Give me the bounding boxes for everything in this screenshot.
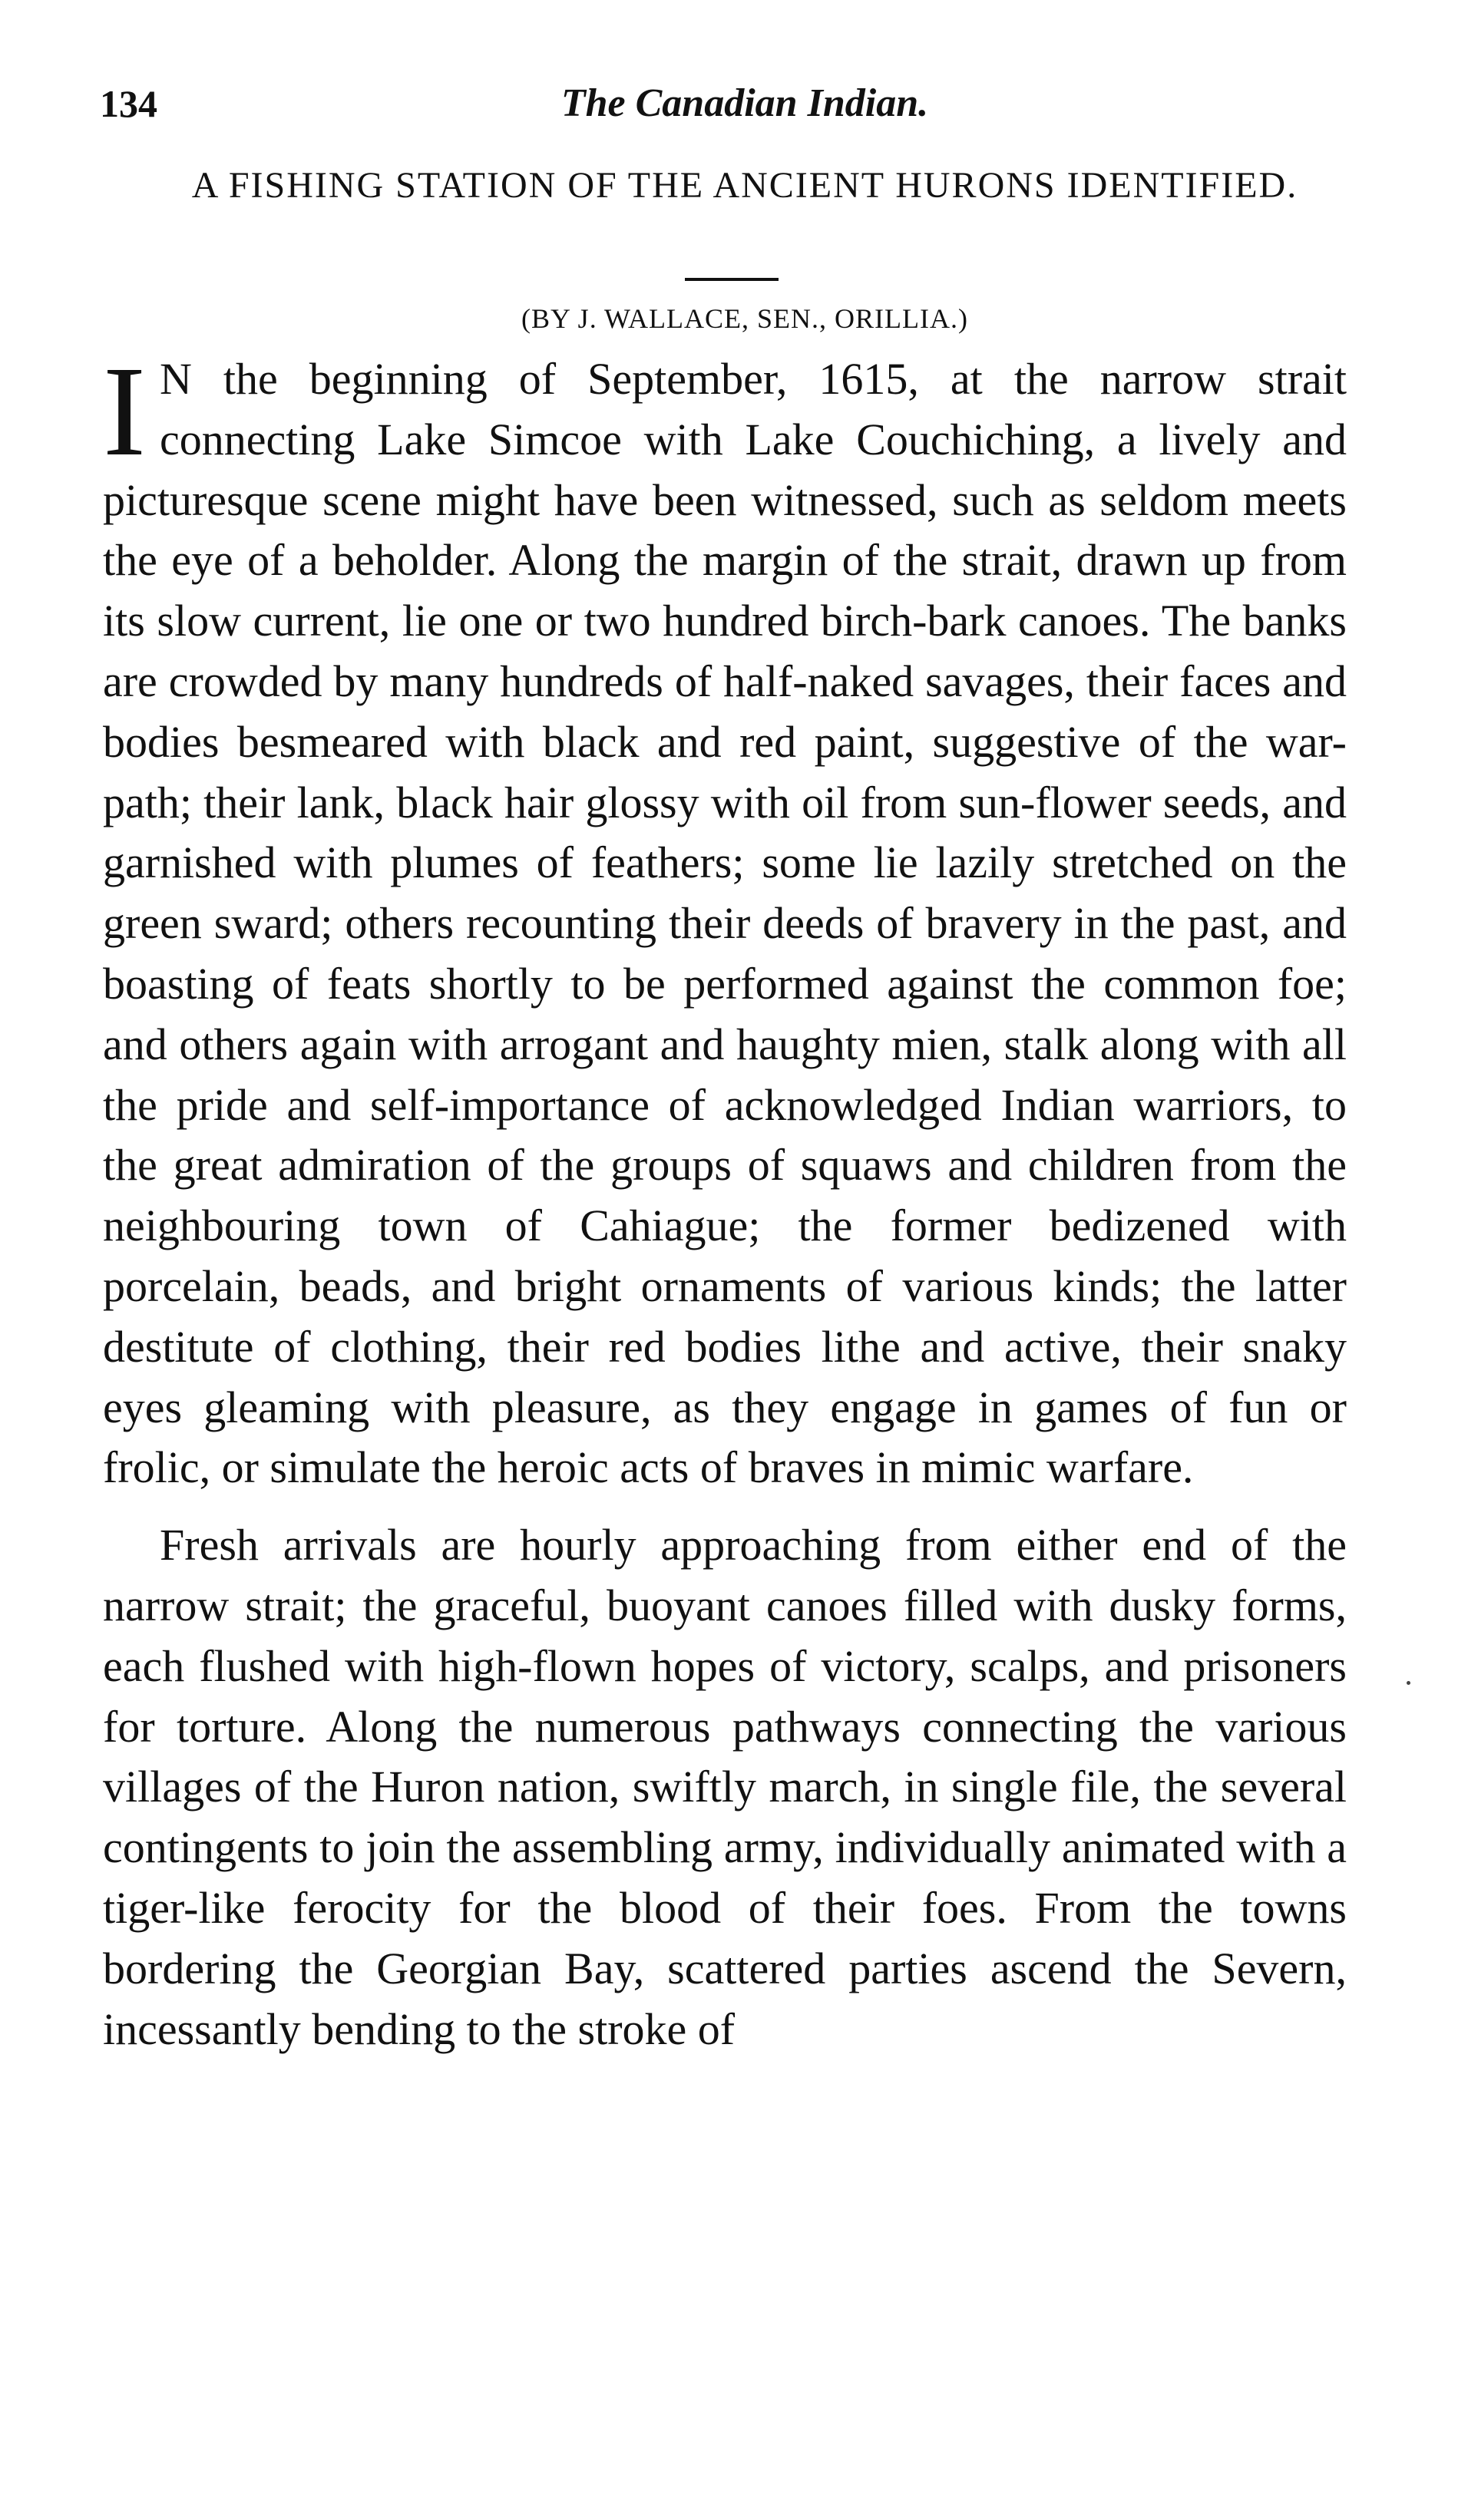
running-head [100,73,1359,134]
paragraph-1 [103,340,1347,1498]
article-title: A FISHING STATION OF THE ANCIENT HURONS IDENTIFIED. [191,165,1298,206]
paragraph-1-text: N the beginning of September, 1615, at the narrow strait connecting Lake Simcoe with Lake Couchiching, a lively and picturesque scene might have been witnessed, such as seldom meets the eye of a beholder. Along the margin of the strait, drawn up from its slow current, lie one or two hundred birch-bark canoes. The banks are crowded by many hundreds of half-naked savages, their faces and bodies besmeared with black and red paint, suggestive of the war-path; their lank, black hair glossy with oil from sun-flower seeds, and garnished with plumes of feathers; some lie lazily stretched on the green sward; others recounting their deeds of bravery in the past, and boasting of feats shortly to be performed against the common foe; and others again with arrogant and haughty mien, stalk along with all the pride and self-importance of acknowledged Indian warriors, to the great admiration of the groups of squaws and children from the neighbouring town of Cahiague; the former bedizened with porcelain, beads, and bright ornaments of various kinds; the latter destitute of clothing, their red bodies lithe and active, their snaky eyes gleaming with pleasure, as they engage in games of fun or frolic, or simulate the heroic acts of braves in mimic warfare. [103,354,1347,1493]
paper-speck [1407,1681,1410,1685]
title-divider [685,278,779,281]
drop-cap: I [103,340,146,483]
page-number: 134 [100,82,157,125]
paragraph-2: Fresh arrivals are hourly approaching from either end of the narrow strait; the graceful, buoyant canoes filled with dusky forms, each flushed with high-flown hopes of victory, scalps, and prisoners for torture. Along the numerous pathways connecting the various villages of the Huron nation, swiftly march, in single file, the several contingents to join the assembling army, individually animated with a tiger-like ferocity for the blood of their foes. From the towns bordering the Georgian Bay, scattered parties ascend the Severn, incessantly bending to the stroke of [103,1520,1347,2054]
running-title: The Canadian Indian. [560,81,929,125]
article-byline: (BY J. WALLACE, SEN., ORILLIA.) [521,303,968,334]
article-body [103,340,1347,2059]
